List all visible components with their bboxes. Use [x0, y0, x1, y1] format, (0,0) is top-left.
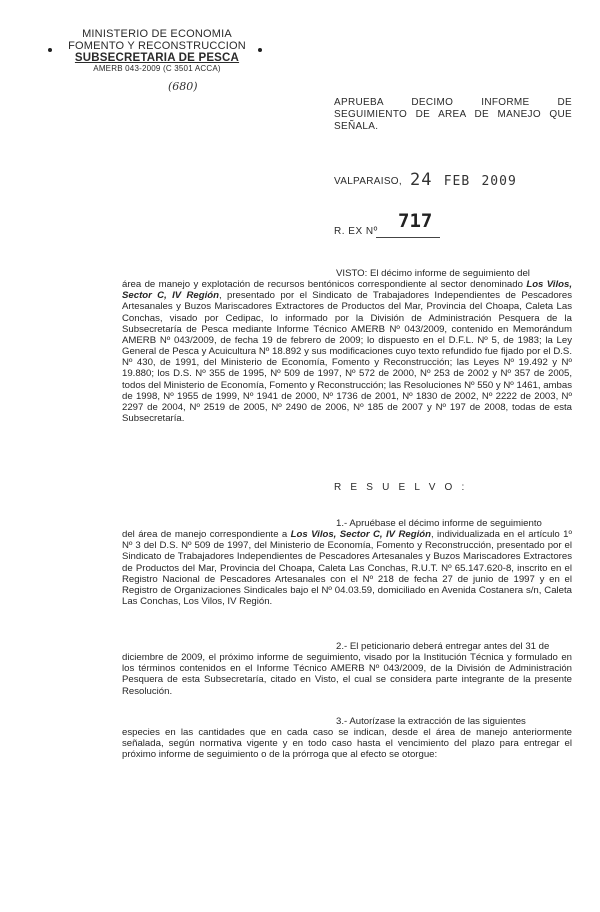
visto-text-b: , presentado por el Sindicato de Trabajadores Independientes de Pescadores Artesanales y Buzos Mariscadores Extractores de Productos del Mar, Provincia del Choapa, Caleta Las Conchas, visado por Cedipac, lo informado por la División de Administración Pesquera de la Subsecretaría de Pesca mediante Informe Técnico AMERB Nº 043/2009, contenido en Memorándum AMERB Nº 043/2009, de fecha 19 de febrero de 2009; lo dispuesto en el D.F.L. Nº 5, de 1983; la Ley General de Pesca y Acuicultura Nº 18.892 y sus modificaciones cuyo texto refundido fue fijado por el D.S. Nº 430, de 1991, del Ministerio de Economía, Fomento y Reconstrucción; las Leyes Nº 19.492 y Nº 19.880; los D.S. Nº 355 de 1995, Nº 509 de 1997, Nº 572 de 2000, Nº 253 de 2002 y Nº 357 de 2005, todos del Ministerio de Economía, Fomento y Reconstrucción; las Resoluciones Nº 550 y Nº 1461, ambas de 1998, Nº 1955 de 1999, Nº 1941 de 2000, Nº 1736 de 2001, Nº 1830 de 2002, Nº 2222 de 2003, Nº 2297 de 2004, Nº 2519 de 2005, Nº 2490 de 2006, Nº 185 de 2007 y Nº 197 de 2008, todas de esta Subsecretaría.: [122, 290, 572, 425]
letterhead-ministry: MINISTERIO DE ECONOMIA: [82, 28, 232, 40]
stamp-dot-right: [258, 48, 262, 52]
article-1-text-a: del área de manejo correspondiente a: [122, 529, 291, 541]
article-1-text-b: , individualizada en el artículo 1º Nº 3 del D.S. Nº 509 de 1997, del Ministerio de Economía, Fomento y Reconstrucción, presentado por el Sindicato de Trabajadores Independientes de Pescadores Artesanales y Buzos Mariscadores Extractores de Productos del Mar, Provincia del Choapa, Caleta Las Conchas, R.U.T. Nº 65.147.620-8, inscrito en el Registro Nacional de Pescadores Artesanales con el Nº 218 de fecha 27 de junio de 1997 y en el Registro de Organizaciones Sindicales bajo el Nº 04.03.59, domiciliado en Avenida Costanera s/n, Caleta Las Conchas, Los Vilos, IV Región.: [122, 529, 572, 608]
article-3-text-a: especies en las cantidades que en cada caso se indican, desde el área de manejo anteriormente señalada, según normativa vigente y en todo caso hasta el vencimiento del plazo para entregar el próximo informe de seguimiento o de la prórroga que al efecto se otorgue:: [122, 727, 572, 761]
resuelvo-heading: R E S U E L V O :: [334, 482, 468, 493]
date-day: 24: [410, 170, 433, 190]
article-1-sector: Los Vilos, Sector C, IV Región: [290, 529, 431, 541]
subject-text: APRUEBA DECIMO INFORME DE SEGUIMIENTO DE AREA DE MANEJO QUE SEÑALA.: [334, 97, 572, 132]
resolution-number: 717: [398, 210, 433, 232]
date-year: 2009: [481, 174, 517, 189]
letterhead-subsecretaria: SUBSECRETARIA DE PESCA: [74, 52, 240, 64]
handwritten-ref: (680): [168, 80, 198, 93]
article-1-lead: 1.- Apruébase el décimo informe de seguimiento: [336, 518, 542, 529]
letterhead-stamp: [52, 28, 262, 74]
stamp-dot-left: [48, 48, 52, 52]
date-line: [334, 170, 574, 192]
resolution-underline: [376, 237, 440, 238]
article-2-lead: 2.- El peticionario deberá entregar antes del 31 de: [336, 641, 550, 652]
article-3: [122, 716, 572, 761]
visto-paragraph: [122, 268, 572, 424]
article-3-lead: 3.- Autorízase la extracción de las siguientes: [336, 716, 526, 727]
article-2-text-a: diciembre de 2009, el próximo informe de seguimiento, visado por la Institución Técnica y formulado en los términos contenidos en el Informe Técnico AMERB Nº 043/2009, de la División de Administración Pesquera de esta Subsecretaría, citado en Visto, el cual se considera parte integrante de la presente Resolución.: [122, 652, 572, 697]
date-city: VALPARAISO,: [334, 176, 402, 187]
date-stamp: [410, 170, 517, 190]
article-1: [122, 518, 572, 607]
letterhead-ministry-cont: FOMENTO Y RECONSTRUCCION: [68, 40, 246, 52]
resolution-label: R. EX Nº: [334, 226, 378, 237]
article-2: [122, 641, 572, 697]
visto-lead: VISTO: El décimo informe de seguimiento del: [336, 268, 530, 279]
letterhead-reference: AMERB 043-2009 (C 3501 ACCA): [93, 64, 221, 73]
date-month: FEB: [443, 174, 471, 189]
visto-text-a: área de manejo y explotación de recursos bentónicos correspondiente al sector denominado: [122, 279, 527, 291]
visto-sector: Los Vilos, Sector C, IV Región: [122, 279, 573, 302]
resolution-number-line: [334, 210, 574, 242]
